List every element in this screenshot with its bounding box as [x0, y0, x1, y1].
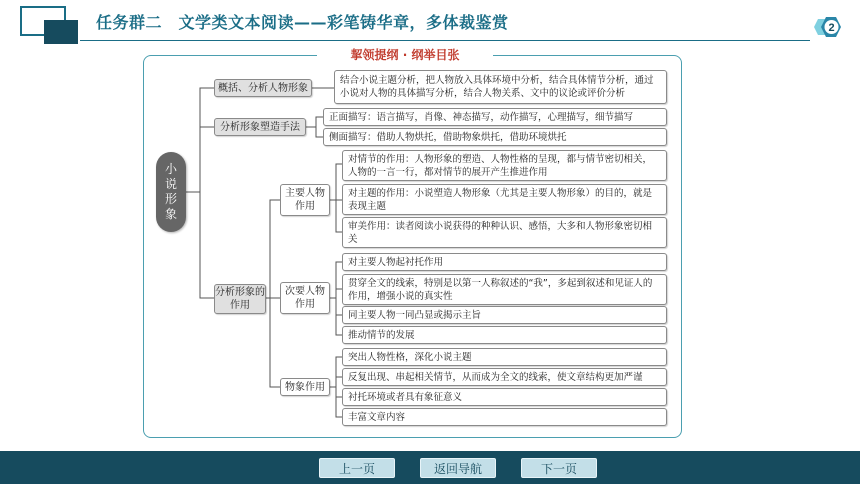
connector-sub1-leaf1: [330, 164, 342, 200]
page-number: 2: [828, 22, 835, 34]
node-cat2: 分析形象塑造手法: [214, 118, 306, 136]
next-page-button[interactable]: 下一页: [521, 458, 597, 478]
mindmap-root-label: 小说形象: [165, 162, 178, 221]
leaf-sub2-1: 对主要人物起衬托作用: [342, 253, 667, 271]
leaf-sub3-4: 丰富文章内容: [342, 408, 667, 426]
leaf-sub3-3: 衬托环境或者具有象征意义: [342, 388, 667, 406]
connector-root-cat1: [186, 88, 214, 192]
leaf-sub2-2: 贯穿全文的线索，特别是以第一人称叙述的“我”，多起到叙述和见证人的作用，增强小说的真实性: [342, 274, 667, 305]
connector-cat2-leaf2: [316, 127, 323, 137]
connector-cat3-sub1: [266, 200, 280, 298]
page-title: 任务群二 文学类文本阅读——彩笔铸华章，多体裁鉴赏: [96, 13, 509, 32]
node-cat1: 概括、分析人物形象: [214, 79, 312, 97]
connector-root-cat3: [200, 192, 214, 298]
connector-sub2-leaf1: [330, 262, 342, 298]
leaf-cat1: 结合小说主题分析，把人物放入具体环境中分析，结合具体情节分析，通过小说对人物的具体描写分析，结合人物关系、文中的议论或评价分析: [334, 70, 667, 104]
connector-cat3-sub3: [270, 298, 280, 387]
leaf-cat2-2: 侧面描写：借助人物烘托，借助物象烘托，借助环境烘托: [323, 128, 667, 146]
leaf-sub1-2: 对主题的作用：小说塑造人物形象（尤其是主要人物形象）的目的，就是表现主题: [342, 184, 667, 215]
back-to-nav-button[interactable]: 返回导航: [420, 458, 496, 478]
node-sub3: 物象作用: [280, 378, 330, 396]
leaf-sub3-2: 反复出现、串起相关情节，从而成为全文的线索，使文章结构更加严谨: [342, 368, 667, 386]
leaf-sub2-4: 推动情节的发展: [342, 326, 667, 344]
leaf-cat2-1: 正面描写：语言描写，肖像、神态描写，动作描写，心理描写，细节描写: [323, 108, 667, 126]
frame-title: 挈领提纲 · 纲举目张: [317, 46, 493, 64]
leaf-sub1-3: 审美作用：读者阅读小说获得的种种认识、感悟，大多和人物形象密切相关: [342, 217, 667, 248]
node-sub2: 次要人物作用: [280, 282, 330, 314]
prev-page-button[interactable]: 上一页: [319, 458, 395, 478]
mindmap-root: [156, 152, 186, 232]
node-sub1: 主要人物作用: [280, 184, 330, 216]
connector-sub3-leaf1: [330, 357, 342, 387]
node-cat3: 分析形象的作用: [214, 284, 266, 314]
leaf-sub1-1: 对情节的作用：人物形象的塑造、人物性格的呈现，都与情节密切相关，人物的一言一行，都对情节的展开产生推进作用: [342, 150, 667, 181]
leaf-sub3-1: 突出人物性格，深化小说主题: [342, 348, 667, 366]
connector-cat2-leaf1: [306, 117, 323, 127]
leaf-sub2-3: 同主要人物一同凸显或揭示主旨: [342, 306, 667, 324]
